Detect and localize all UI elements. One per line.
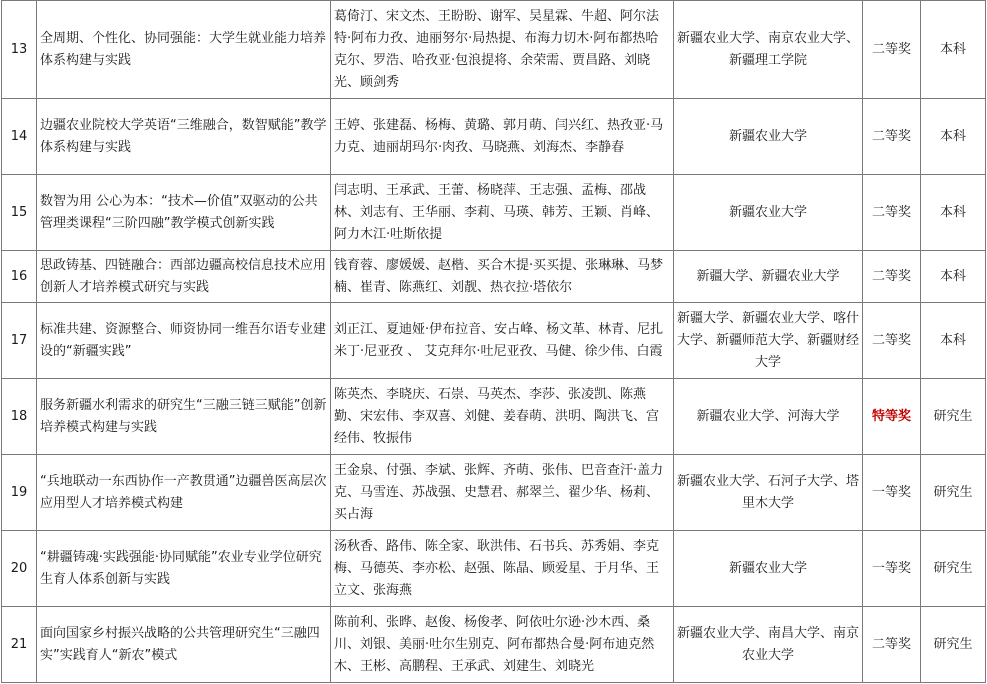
team-members: 陈英杰、李晓庆、石崇、马英杰、李莎、张凌凯、陈燕勤、宋宏伟、李双喜、刘健、姜春萌、洪明、陶洪飞、宫经伟、牧振伟 — [334, 386, 660, 446]
education-level: 研究生 — [933, 408, 973, 424]
institutions-cell — [674, 1, 863, 99]
institutions-cell — [674, 175, 863, 251]
education-level: 本科 — [939, 204, 966, 220]
project-title-cell — [37, 303, 331, 379]
award-level-cell — [863, 1, 921, 99]
team-members-cell — [331, 379, 674, 455]
row-number: 13 — [10, 41, 28, 57]
award-level: 二等奖 — [871, 41, 911, 57]
team-members: 陈前利、张晔、赵俊、杨俊孝、阿依吐尔逊·沙木西、桑川、刘银、美丽·吐尔生别克、阿布都热合曼·阿布迪克然木、王彬、高鹏程、王承武、刘建生、刘晓光 — [334, 614, 655, 674]
team-members: 葛倚汀、宋文杰、王盼盼、谢军、吴星霖、牛超、阿尔法特·阿布力孜、迪丽努尔·局热提、布海力切木·阿布都热哈克尔、罗浩、哈孜亚·包浪提将、余荣需、贾昌路、刘晓光、顾剑秀 — [334, 8, 660, 90]
project-title: 全周期、个性化、协同强能：大学生就业能力培养体系构建与实践 — [40, 30, 327, 68]
project-title-cell — [37, 251, 331, 303]
award-level: 二等奖 — [871, 636, 911, 652]
award-level: 一等奖 — [871, 484, 911, 500]
project-title-cell — [37, 607, 331, 683]
team-members: 汤秋香、路伟、陈全家、耿洪伟、石书兵、苏秀娟、李克梅、马德英、李亦松、赵强、陈晶、顾爱星、于月华、王立文、张海燕 — [334, 538, 660, 598]
awards-table — [1, 0, 986, 683]
institutions: 新疆农业大学 — [728, 560, 807, 576]
table-row — [2, 379, 986, 455]
project-title-cell — [37, 379, 331, 455]
institutions: 新疆农业大学、石河子大学、塔里木大学 — [677, 473, 860, 511]
project-title: “耕疆铸魂·实践强能·协同赋能”农业专业学位研究生育人体系创新与实践 — [40, 549, 322, 587]
education-level-cell — [921, 303, 986, 379]
project-title-cell — [37, 531, 331, 607]
education-level: 本科 — [939, 128, 966, 144]
award-level-cell — [863, 379, 921, 455]
institutions: 新疆农业大学 — [728, 204, 807, 220]
institutions-cell — [674, 303, 863, 379]
table-row — [2, 531, 986, 607]
team-members-cell — [331, 175, 674, 251]
education-level-cell — [921, 175, 986, 251]
row-number-cell — [2, 379, 37, 455]
education-level: 研究生 — [933, 560, 973, 576]
row-number: 16 — [10, 268, 28, 284]
award-level-cell — [863, 531, 921, 607]
team-members-cell — [331, 251, 674, 303]
project-title: 思政铸基、四链融合：西部边疆高校信息技术应用创新人才培养模式研究与实践 — [40, 257, 327, 295]
row-number-cell — [2, 455, 37, 531]
education-level: 本科 — [939, 332, 966, 348]
education-level-cell — [921, 99, 986, 175]
education-level-cell — [921, 607, 986, 683]
row-number-cell — [2, 99, 37, 175]
team-members-cell — [331, 1, 674, 99]
awards-table-body — [2, 1, 986, 683]
education-level-cell — [921, 251, 986, 303]
project-title: 标准共建、资源整合、师资协同一维吾尔语专业建设的“新疆实践” — [40, 321, 327, 359]
education-level-cell — [921, 379, 986, 455]
project-title-cell — [37, 175, 331, 251]
award-level: 二等奖 — [871, 268, 911, 284]
award-level-cell — [863, 607, 921, 683]
award-level-cell — [863, 251, 921, 303]
team-members: 闫志明、王承武、王蕾、杨晓萍、王志强、孟梅、邵战林、刘志有、王华丽、李莉、马瑛、韩芳、王颖、肖峰、阿力木江·吐斯依提 — [334, 182, 660, 242]
institutions-cell — [674, 531, 863, 607]
award-level-cell — [863, 303, 921, 379]
education-level: 研究生 — [933, 484, 973, 500]
row-number: 14 — [10, 128, 28, 144]
table-row — [2, 99, 986, 175]
education-level: 本科 — [939, 41, 966, 57]
education-level: 本科 — [939, 268, 966, 284]
row-number: 19 — [10, 484, 28, 500]
row-number: 15 — [10, 204, 28, 220]
award-level: 特等奖 — [871, 408, 911, 424]
row-number-cell — [2, 303, 37, 379]
award-level: 二等奖 — [871, 128, 911, 144]
team-members-cell — [331, 99, 674, 175]
row-number-cell — [2, 531, 37, 607]
award-level: 二等奖 — [871, 332, 911, 348]
institutions: 新疆大学、新疆农业大学 — [696, 268, 840, 284]
award-level-cell — [863, 455, 921, 531]
team-members-cell — [331, 531, 674, 607]
institutions: 新疆农业大学、河海大学 — [696, 408, 840, 424]
institutions: 新疆大学、新疆农业大学、喀什大学、新疆师范大学、新疆财经大学 — [677, 310, 860, 370]
team-members: 王婷、张建磊、杨梅、黄璐、郭月萌、闫兴红、热孜亚·马力克、迪丽胡玛尔·肉孜、马晓燕、刘海杰、李静春 — [334, 117, 664, 155]
institutions: 新疆农业大学、南昌大学、南京农业大学 — [677, 625, 860, 663]
row-number: 20 — [10, 560, 28, 576]
row-number-cell — [2, 1, 37, 99]
table-row — [2, 607, 986, 683]
institutions-cell — [674, 379, 863, 455]
education-level-cell — [921, 1, 986, 99]
award-level: 二等奖 — [871, 204, 911, 220]
project-title: “兵地联动一东西协作一产教贯通”边疆兽医高层次应用型人才培养模式构建 — [40, 473, 327, 511]
project-title: 边疆农业院校大学英语“三维融合，数智赋能”教学体系构建与实践 — [40, 117, 327, 155]
table-row — [2, 251, 986, 303]
project-title-cell — [37, 1, 331, 99]
project-title-cell — [37, 99, 331, 175]
institutions-cell — [674, 607, 863, 683]
team-members-cell — [331, 455, 674, 531]
team-members: 刘正江、夏迪娅·伊布拉音、安占峰、杨文革、林青、尼扎米丁·尼亚孜 、 艾克拜尔·吐尼亚孜、马健、徐少伟、白霞 — [334, 321, 664, 359]
row-number: 21 — [10, 636, 28, 652]
row-number-cell — [2, 251, 37, 303]
project-title: 数智为用 公心为本：“技术—价值”双驱动的公共管理类课程“三阶四融”教学模式创新实践 — [40, 193, 318, 231]
education-level-cell — [921, 455, 986, 531]
team-members-cell — [331, 303, 674, 379]
award-level-cell — [863, 175, 921, 251]
table-row — [2, 175, 986, 251]
project-title: 服务新疆水利需求的研究生“三融三链三赋能”创新培养模式构建与实践 — [40, 397, 327, 435]
education-level-cell — [921, 531, 986, 607]
row-number: 17 — [10, 332, 28, 348]
project-title: 面向国家乡村振兴战略的公共管理研究生“三融四实”实践育人“新农”模式 — [40, 625, 320, 663]
award-level-cell — [863, 99, 921, 175]
institutions-cell — [674, 251, 863, 303]
row-number-cell — [2, 607, 37, 683]
institutions-cell — [674, 455, 863, 531]
institutions-cell — [674, 99, 863, 175]
row-number: 18 — [10, 408, 28, 424]
table-row — [2, 1, 986, 99]
education-level: 研究生 — [933, 636, 973, 652]
institutions: 新疆农业大学、南京农业大学、新疆理工学院 — [677, 30, 860, 68]
project-title-cell — [37, 455, 331, 531]
team-members: 钱育蓉、廖媛媛、赵楷、买合木提·买买提、张琳琳、马梦楠、崔青、陈燕红、刘靓、热衣拉·塔依尔 — [334, 257, 664, 295]
table-row — [2, 455, 986, 531]
award-level: 一等奖 — [871, 560, 911, 576]
team-members: 王金泉、付强、李斌、张辉、齐萌、张伟、巴音查汗·盖力克、马雪连、苏战强、史慧君、郝翠兰、翟少华、杨莉、买占海 — [334, 462, 664, 522]
table-row — [2, 303, 986, 379]
institutions: 新疆农业大学 — [728, 128, 807, 144]
row-number-cell — [2, 175, 37, 251]
team-members-cell — [331, 607, 674, 683]
